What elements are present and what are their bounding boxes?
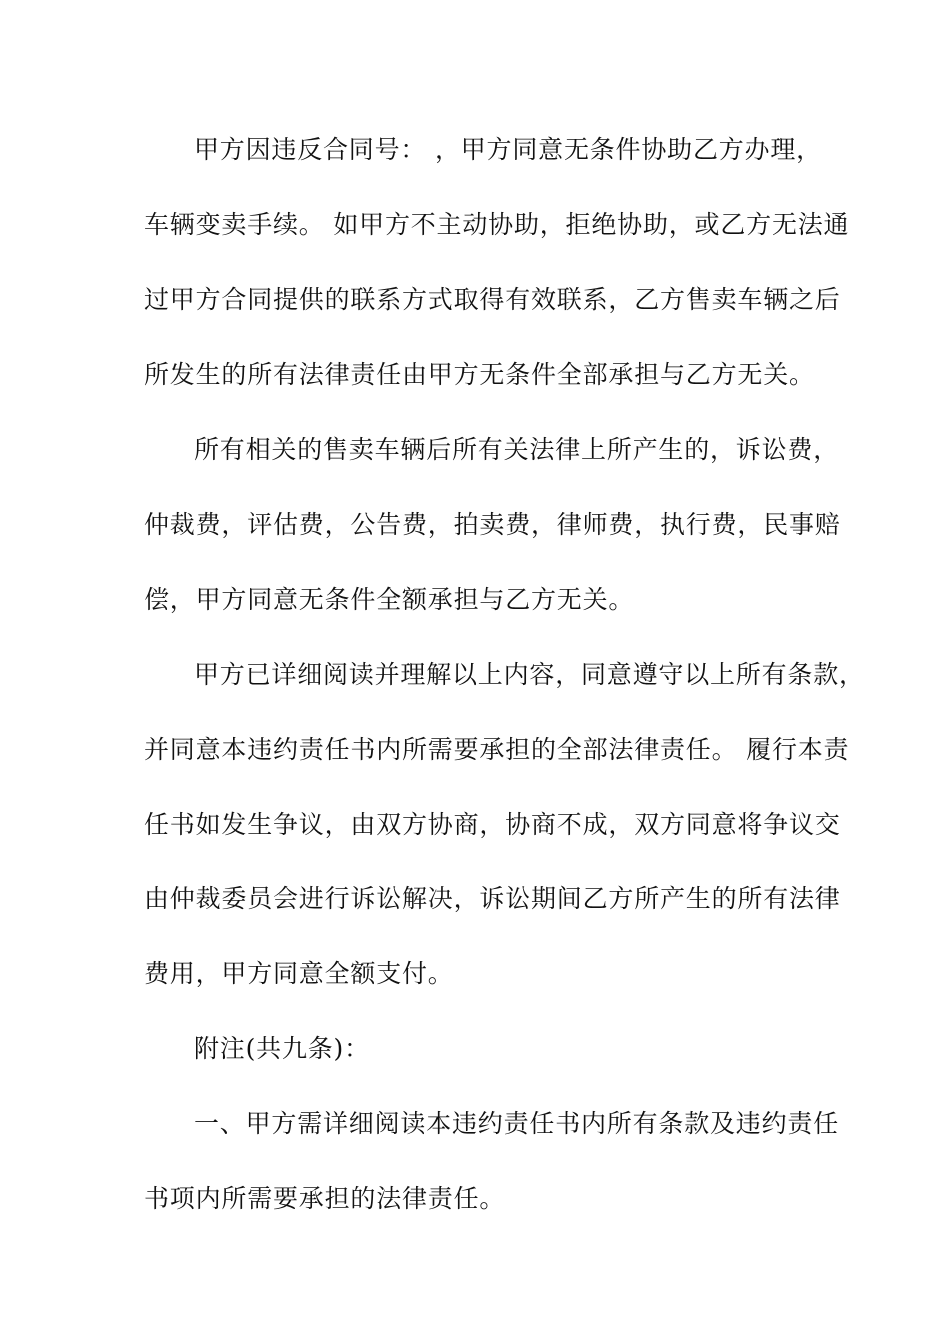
notes-heading: 附注(共九条)： <box>194 1034 370 1063</box>
paragraph-2-line-1: 所有相关的售卖车辆后所有关法律上所产生的，诉讼费， <box>194 435 840 464</box>
note-1-line-2: 书项内所需要承担的法律责任。 <box>144 1184 506 1213</box>
paragraph-3-line-4: 由仲裁委员会进行诉讼解决，诉讼期间乙方所产生的所有法律 <box>144 884 841 913</box>
paragraph-3-line-2: 并同意本违约责任书内所需要承担的全部法律责任。 履行本责 <box>144 735 850 764</box>
paragraph-1-line-4: 所发生的所有法律责任由甲方无条件全部承担与乙方无关。 <box>144 360 815 389</box>
paragraph-2-line-3: 偿，甲方同意无条件全额承担与乙方无关。 <box>144 585 635 614</box>
paragraph-3-line-1: 甲方已详细阅读并理解以上内容，同意遵守以上所有条款， <box>194 660 865 689</box>
paragraph-2-line-2: 仲裁费，评估费，公告费，拍卖费，律师费，执行费，民事赔 <box>144 510 841 539</box>
paragraph-3-line-3: 任书如发生争议，由双方协商，协商不成，双方同意将争议交 <box>144 810 841 839</box>
paragraph-1-line-2: 车辆变卖手续。 如甲方不主动协助，拒绝协助，或乙方无法通 <box>144 210 850 239</box>
note-1-line-1: 一、甲方需详细阅读本违约责任书内所有条款及违约责任 <box>194 1109 840 1138</box>
paragraph-3-line-5: 费用，甲方同意全额支付。 <box>144 959 454 988</box>
paragraph-1-line-1: 甲方因违反合同号： ，甲方同意无条件协助乙方办理， <box>194 135 822 164</box>
paragraph-1-line-3: 过甲方合同提供的联系方式取得有效联系，乙方售卖车辆之后 <box>144 285 841 314</box>
